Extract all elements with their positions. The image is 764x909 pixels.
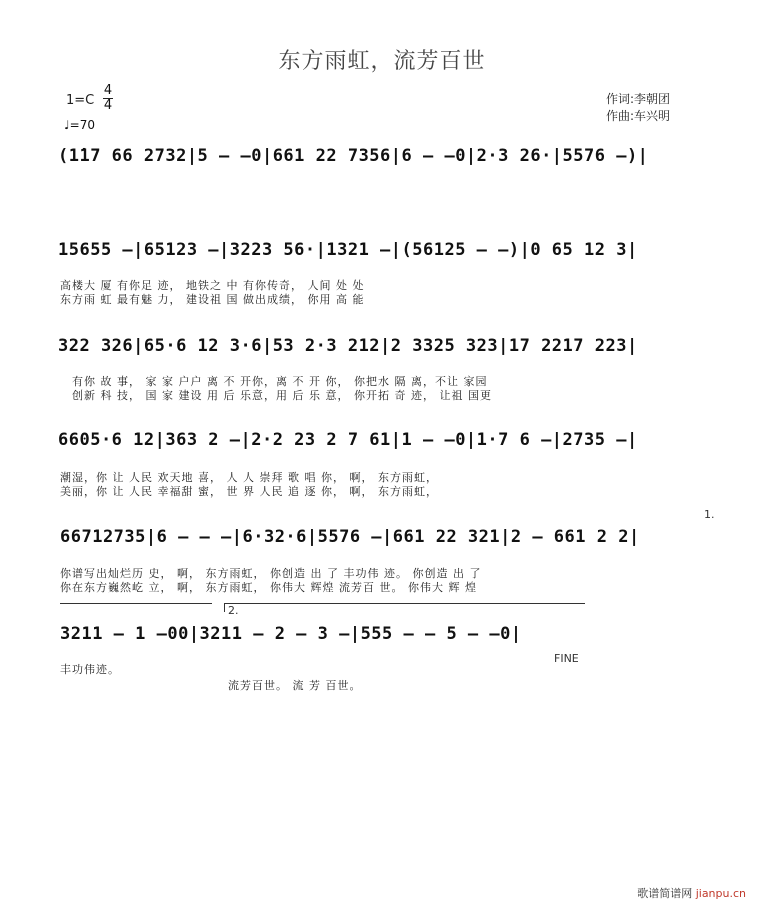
volta-2-marker: 2. [228,604,239,617]
lyric-row-3-verse-1: 有你 故 事， 家 家 户户 离 不 开你，离 不 开 你， 你把水 隔 离，不让 家园 [72,375,488,388]
lyric-row-6-ending-2: 流芳百世。 流 芳 百世。 [228,679,362,692]
tempo-value: =70 [69,118,95,132]
lyric-row-4-verse-1: 潮湿，你 让 人民 欢天地 喜， 人 人 崇拜 歌 唱 你， 啊， 东方雨虹， [60,471,438,484]
time-signature-top: 4 [103,83,113,98]
lyric-row-4-verse-2: 美丽，你 让 人民 幸福甜 蜜， 世 界 人民 追 逐 你， 啊， 东方雨虹， [60,485,438,498]
watermark [637,885,746,901]
score-row-1: (1̇17 66 2732|5 – –0|661 22 7356|6 – –0|2·3 26·|5576 –)| [58,146,649,166]
lyricist-credit: 作词:李朝团 [606,92,671,106]
score-row-6: 3211 – 1 –00|3211 – 2 – 3 –|555 – – 5 – –0| [60,624,522,644]
tempo-marking [64,118,95,132]
lyric-row-3-verse-2: 创新 科 技， 国 家 建设 用 后 乐意，用 后 乐 意， 你开拓 奇 迹， 让祖 国更 [72,389,492,402]
score-row-4: 6605·6 12|363 2 –|2·2 23 2 7 61|1 – –0|1·7 6 –|2735 –| [58,430,638,450]
lyric-row-2-verse-2: 东方雨 虹 最有魅 力， 建设祖 国 做出成绩， 你用 高 能 [60,293,365,306]
score-row-2: 15655 –|65123 –|3223 56·|1321 –|(56125 – –)|0 65 12 3| [58,240,638,260]
volta-1-marker: 1. [704,508,715,521]
key-signature: 1=C [66,93,95,108]
composer-credit: 作曲:车兴明 [606,109,671,123]
lyric-row-6-ending-1: 丰功伟迹。 [60,663,120,676]
score-row-3: 322 326|65·6 12 3·6|53 2·3 212|2 3325 323|17 2217 223| [58,336,638,356]
watermark-url: jianpu.cn [695,887,746,900]
lyric-row-2-verse-1: 高楼大 厦 有你足 迹， 地铁之 中 有你传奇， 人间 处 处 [60,279,365,292]
lyric-row-5-verse-1: 你谱写出灿烂历 史， 啊， 东方雨虹， 你创造 出 了 丰功伟 迹。 你创造 出 了 [60,567,482,580]
time-signature-bottom: 4 [103,98,113,113]
volta-1-bracket [60,603,212,604]
song-title: 东方雨虹，流芳百世 [278,49,486,74]
lyric-row-5-verse-2: 你在东方巍然屹 立， 啊， 东方雨虹， 你伟大 辉煌 流芳百 世。 你伟大 辉 煌 [60,581,477,594]
time-signature [103,84,113,113]
fine-marker: FINE [554,652,579,665]
score-row-5: 66712735|6 – – –|6·32·6|5576 –|661 22 321|2 – 661 2 2| [60,527,640,547]
quarter-note-icon: ♩ [64,118,70,132]
volta-2-bracket [224,603,585,612]
watermark-name: 歌谱简谱网 [637,887,693,900]
